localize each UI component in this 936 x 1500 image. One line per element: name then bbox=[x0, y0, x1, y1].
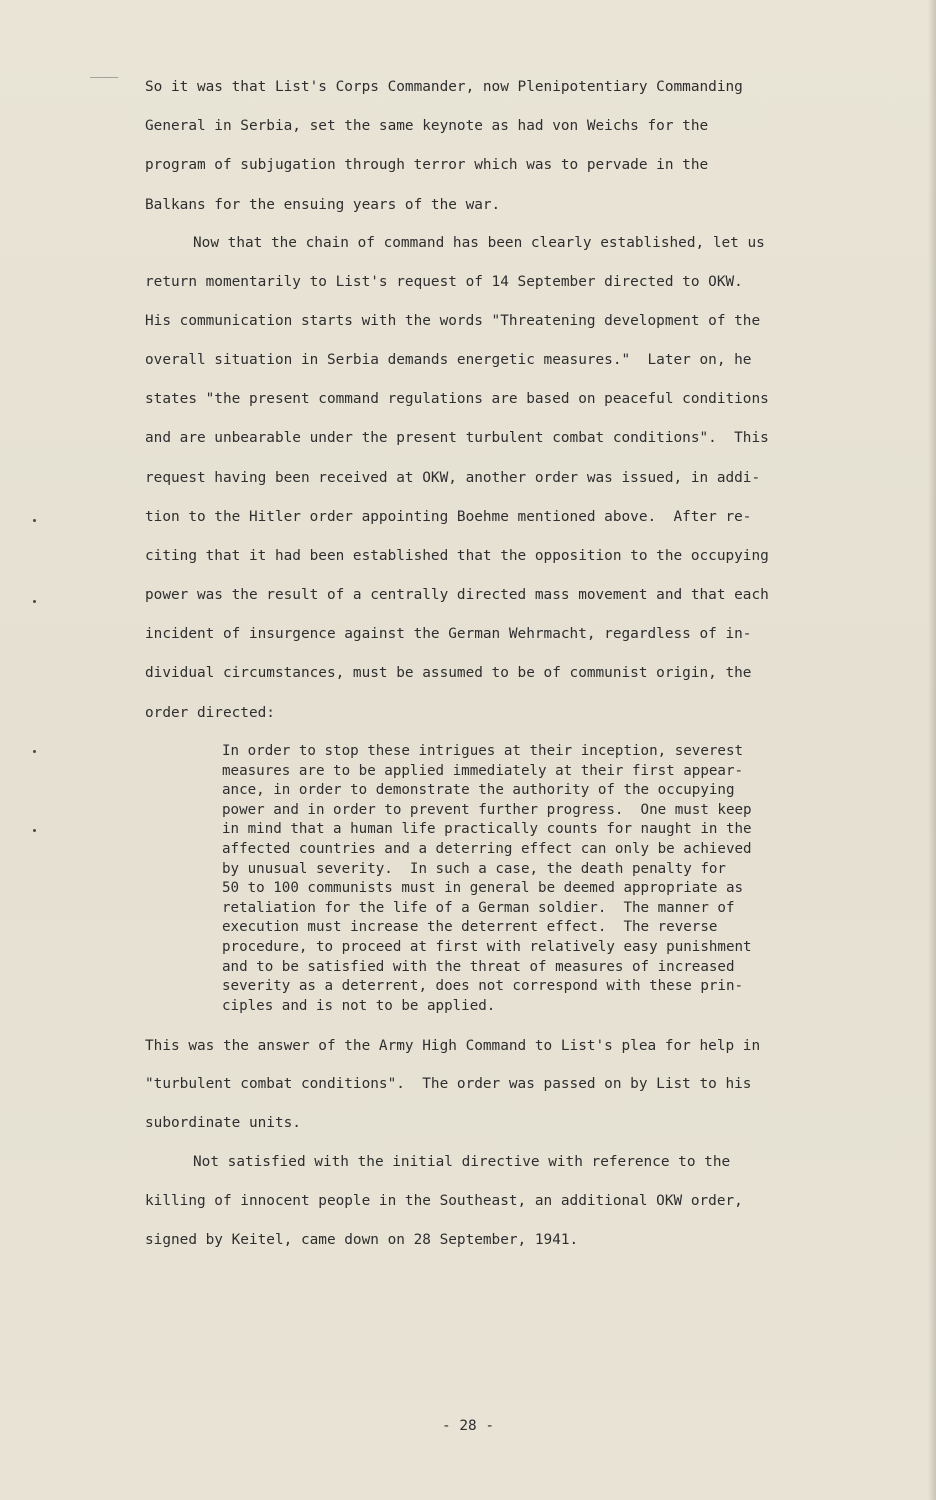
paragraph-2-line-8: tion to the Hitler order appointing Boehme mentioned above. After re- bbox=[145, 509, 752, 525]
page-number: - 28 - bbox=[442, 1418, 494, 1434]
quote-line-3: ance, in order to demonstrate the authority of the occupying bbox=[222, 782, 735, 799]
paragraph-3-line-1: This was the answer of the Army High Command to List's plea for help in bbox=[145, 1038, 761, 1054]
paragraph-4-line-2: killing of innocent people in the Southeast, an additional OKW order, bbox=[145, 1193, 743, 1209]
quote-line-1: In order to stop these intrigues at their inception, severest bbox=[222, 743, 744, 759]
page-edge-shadow bbox=[928, 0, 936, 1500]
quote-line-13: severity as a deterrent, does not correspond with these prin- bbox=[222, 978, 744, 995]
paragraph-2-line-2: return momentarily to List's request of 14 September directed to OKW. bbox=[145, 274, 743, 290]
quote-line-5: in mind that a human life practically counts for naught in the bbox=[222, 821, 752, 838]
paragraph-1-line-1: So it was that List's Corps Commander, now Plenipotentiary Commanding bbox=[145, 79, 743, 95]
margin-speck bbox=[33, 519, 36, 522]
quote-line-8: 50 to 100 communists must in general be deemed appropriate as bbox=[222, 880, 744, 897]
paragraph-4-line-3: signed by Keitel, came down on 28 September, 1941. bbox=[145, 1232, 579, 1248]
quote-line-11: procedure, to proceed at first with relatively easy punishment bbox=[222, 938, 752, 955]
quote-line-4: power and in order to prevent further progress. One must keep bbox=[222, 801, 752, 818]
paragraph-1-line-3: program of subjugation through terror which was to pervade in the bbox=[145, 157, 709, 173]
paragraph-2-line-7: request having been received at OKW, another order was issued, in addi- bbox=[145, 470, 761, 486]
paragraph-2-line-13: order directed: bbox=[145, 705, 275, 721]
margin-dash-mark: ‾‾‾‾ bbox=[90, 76, 118, 91]
quote-line-9: retaliation for the life of a German soldier. The manner of bbox=[222, 899, 735, 916]
paragraph-4-line-1: Not satisfied with the initial directive with reference to the bbox=[193, 1154, 731, 1170]
margin-speck bbox=[33, 829, 36, 832]
quote-line-10: execution must increase the deterrent effect. The reverse bbox=[222, 919, 718, 936]
margin-speck bbox=[33, 600, 36, 603]
paragraph-1-line-2: General in Serbia, set the same keynote as had von Weichs for the bbox=[145, 118, 709, 134]
paragraph-2-line-9: citing that it had been established that the opposition to the occupying bbox=[145, 548, 769, 564]
paragraph-2-line-10: power was the result of a centrally directed mass movement and that each bbox=[145, 587, 769, 603]
paragraph-2-line-4: overall situation in Serbia demands energetic measures." Later on, he bbox=[145, 352, 752, 368]
paragraph-2-line-6: and are unbearable under the present turbulent combat conditions". This bbox=[145, 430, 769, 446]
paragraph-2-line-12: dividual circumstances, must be assumed to be of communist origin, the bbox=[145, 665, 752, 681]
paragraph-2-line-1: Now that the chain of command has been clearly established, let us bbox=[193, 235, 765, 251]
quote-line-7: by unusual severity. In such a case, the death penalty for bbox=[222, 860, 726, 877]
margin-speck bbox=[33, 750, 36, 753]
paragraph-2-line-3: His communication starts with the words "Threatening development of the bbox=[145, 313, 761, 329]
quote-line-12: and to be satisfied with the threat of measures of increased bbox=[222, 958, 735, 975]
block-quote bbox=[222, 742, 822, 1016]
paragraph-3-line-3: subordinate units. bbox=[145, 1115, 301, 1131]
quote-line-14: ciples and is not to be applied. bbox=[222, 997, 496, 1014]
quote-line-6: affected countries and a deterring effect can only be achieved bbox=[222, 840, 752, 857]
paragraph-3-line-2: "turbulent combat conditions". The order was passed on by List to his bbox=[145, 1076, 752, 1092]
paragraph-2-line-5: states "the present command regulations are based on peaceful conditions bbox=[145, 391, 769, 407]
quote-line-2: measures are to be applied immediately at their first appear- bbox=[222, 762, 744, 779]
paragraph-1-line-4: Balkans for the ensuing years of the war. bbox=[145, 197, 501, 213]
paragraph-2-line-11: incident of insurgence against the German Wehrmacht, regardless of in- bbox=[145, 626, 752, 642]
